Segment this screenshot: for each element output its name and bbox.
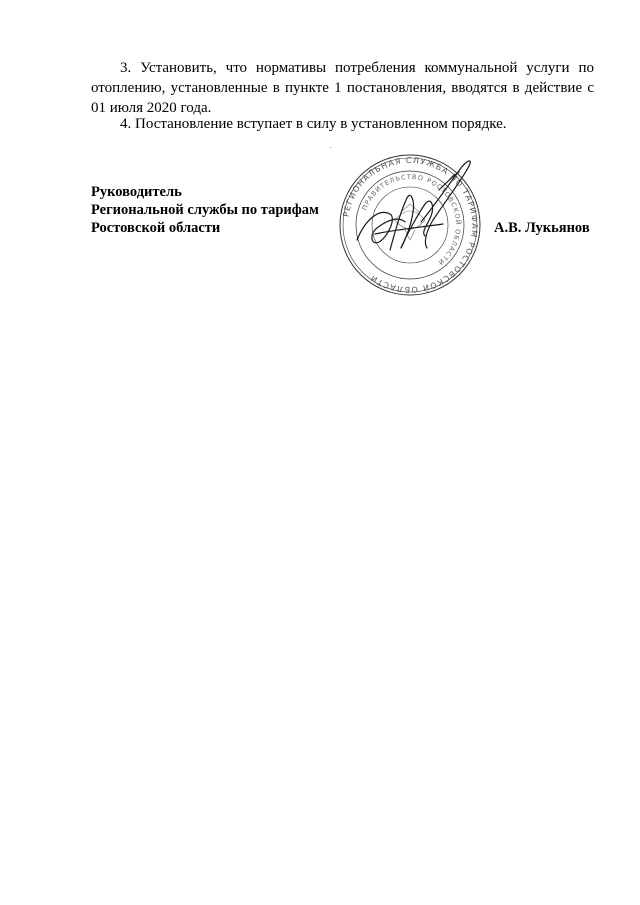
signatory-name: А.В. Лукьянов [494,220,590,236]
paragraph-3: 3. Установить, что нормативы потребления коммунальной услуги по отоплению, установленные в пункте 1 постановления, вводятся в действие с 01 июля 2020 года. [91,60,594,116]
signatory-title-line-1: Руководитель [91,184,182,200]
signatory-title-line-2: Региональной службы по тарифам [91,202,319,218]
seal-outer-text: РЕГИОНАЛЬНАЯ СЛУЖБА ПО ТАРИФАМ РОСТОВСКОЙ ОБЛАСТИ [341,155,480,295]
signatory-title [91,183,319,237]
scan-speck [330,147,331,148]
signatory-title-line-3: Ростовской области [91,220,221,236]
paragraph-4: 4. Постановление вступает в силу в установленном порядке. [120,116,507,132]
seal-inner-text: ПРАВИТЕЛЬСТВО РОСТОВСКОЙ ОБЛАСТИ [360,172,463,267]
official-seal-with-signature [335,150,485,300]
